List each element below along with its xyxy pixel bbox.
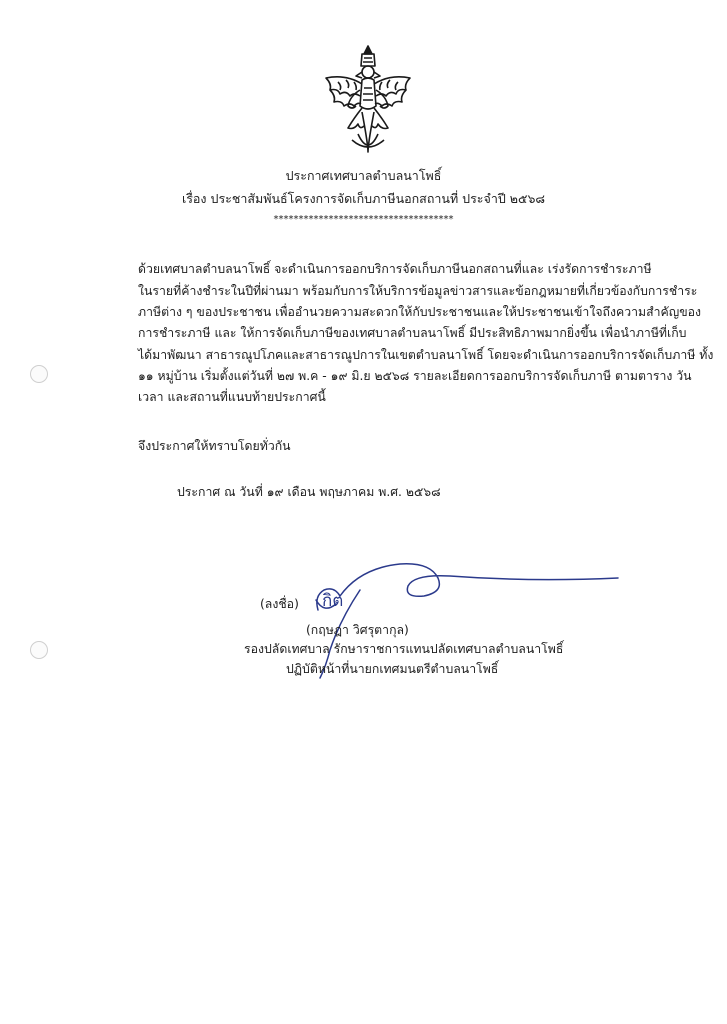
garuda-emblem-icon bbox=[318, 44, 418, 156]
handwritten-signature bbox=[300, 540, 620, 680]
body-line-2: ในรายที่ค้างชำระในปีที่ผ่านมา พร้อมกับการให้บริการข้อมูลข่าวสารและข้อกฎหมายที่เกี่ยวข้องกับการชำระ bbox=[138, 284, 698, 298]
body-line-3: ภาษีต่าง ๆ ของประชาชน เพื่ออำนวยความสะดวกให้กับประชาชนและให้ประชาชนเข้าใจถึงความสำคัญของ bbox=[138, 305, 702, 319]
body-line-1: ด้วยเทศบาลตำบลนาโพธิ์ จะดำเนินการออกบริการจัดเก็บภาษีนอกสถานที่และ เร่งรัดการชำระภาษี bbox=[138, 262, 652, 276]
signatory-name: (กฤษฎา วิศรุตากุล) bbox=[306, 623, 409, 637]
announcement-date: ประกาศ ณ วันที่ ๑๙ เดือน พฤษภาคม พ.ศ. ๒๕๖๘ bbox=[177, 485, 441, 499]
sign-label: (ลงชื่อ) bbox=[260, 597, 299, 611]
signature-initials: กิต bbox=[322, 591, 344, 611]
closing-statement: จึงประกาศให้ทราบโดยทั่วกัน bbox=[138, 439, 291, 453]
body-line-4: การชำระภาษี และ ให้การจัดเก็บภาษีของเทศบาลตำบลนาโพธิ์ มีประสิทธิภาพมากยิ่งขึ้น เพื่อนำภาษีที่เก็บ bbox=[138, 326, 687, 340]
announcement-title: ประกาศเทศบาลตำบลนาโพธิ์ bbox=[285, 168, 442, 183]
body-line-6: ๑๑ หมู่บ้าน เริ่มตั้งแต่วันที่ ๒๗ พ.ค - ๑๙ มิ.ย ๒๕๖๘ รายละเอียดการออกบริการจัดเก็บภาษี ตามตาราง วัน bbox=[138, 369, 692, 383]
punch-hole-bottom bbox=[30, 641, 48, 659]
signatory-position-line-1: รองปลัดเทศบาล รักษาราชการแทนปลัดเทศบาลตำบลนาโพธิ์ bbox=[244, 642, 564, 656]
star-divider: ************************************ bbox=[273, 214, 454, 225]
signatory-position-line-2: ปฏิบัติหน้าที่นายกเทศมนตรีตำบลนาโพธิ์ bbox=[286, 662, 499, 676]
announcement-subject: เรื่อง ประชาสัมพันธ์โครงการจัดเก็บภาษีนอกสถานที่ ประจำปี ๒๕๖๘ bbox=[181, 191, 546, 206]
body-line-5: ได้มาพัฒนา สาธารณูปโภคและสาธารณูปการในเขตตำบลนาโพธิ์ โดยจะดำเนินการออกบริการจัดเก็บภาษี ทั้ง bbox=[138, 348, 714, 362]
punch-hole-top bbox=[30, 365, 48, 383]
body-line-7: เวลา และสถานที่แนบท้ายประกาศนี้ bbox=[138, 390, 326, 404]
